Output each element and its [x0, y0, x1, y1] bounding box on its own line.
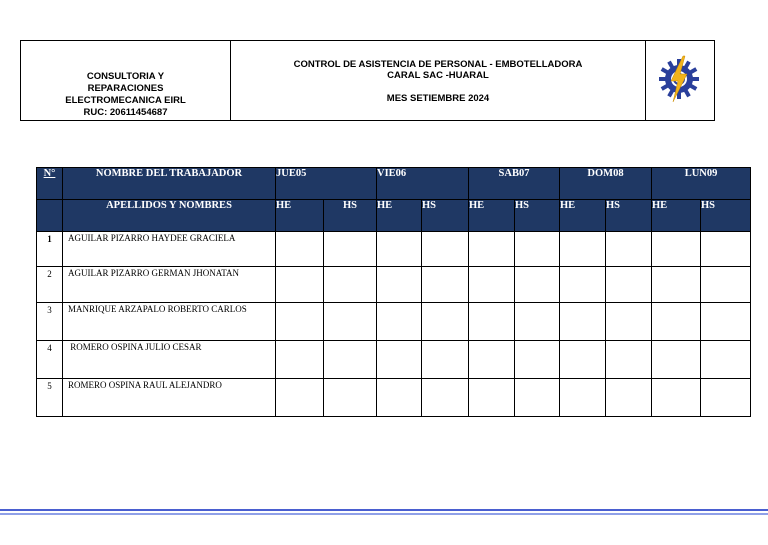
- company-line: ELECTROMECANICA EIRL: [65, 95, 186, 106]
- he-cell[interactable]: [652, 267, 701, 303]
- hs-cell[interactable]: [324, 267, 377, 303]
- hs-cell[interactable]: [606, 379, 652, 417]
- document-header: [20, 40, 715, 121]
- hs-cell[interactable]: [515, 232, 560, 267]
- hs-cell[interactable]: [422, 232, 469, 267]
- he-header: HE: [276, 200, 324, 232]
- he-cell[interactable]: [377, 303, 422, 341]
- hs-cell[interactable]: [324, 232, 377, 267]
- he-header: HE: [560, 200, 606, 232]
- hs-cell[interactable]: [701, 267, 751, 303]
- footer-rule-secondary: [0, 513, 768, 515]
- hs-cell[interactable]: [422, 379, 469, 417]
- day-header-sab07: SAB07: [469, 168, 560, 200]
- number-subheader: [37, 200, 63, 232]
- he-cell[interactable]: [469, 232, 515, 267]
- company-ruc: RUC: 20611454687: [83, 107, 168, 118]
- title-cell: [231, 41, 646, 120]
- worker-name: ROMERO OSPINA JULIO CESAR: [63, 341, 276, 379]
- table-row: [37, 303, 751, 341]
- he-cell[interactable]: [652, 379, 701, 417]
- hs-cell[interactable]: [606, 341, 652, 379]
- row-number: 3: [37, 303, 63, 341]
- row-number: 1: [37, 232, 63, 267]
- table-row: [37, 379, 751, 417]
- hs-cell[interactable]: [324, 341, 377, 379]
- he-cell[interactable]: [377, 267, 422, 303]
- company-name: [21, 71, 230, 119]
- worker-name: AGUILAR PIZARRO HAYDEE GRACIELA: [63, 232, 276, 267]
- he-cell[interactable]: [377, 341, 422, 379]
- company-cell: [21, 41, 231, 120]
- number-header: N°: [37, 168, 63, 200]
- worker-name: AGUILAR PIZARRO GERMAN JHONATAN: [63, 267, 276, 303]
- surnames-names-header: APELLIDOS Y NOMBRES: [63, 200, 276, 232]
- table-subheader-row: [37, 200, 751, 232]
- he-cell[interactable]: [652, 303, 701, 341]
- worker-name: ROMERO OSPINA RAUL ALEJANDRO: [63, 379, 276, 417]
- hs-cell[interactable]: [515, 267, 560, 303]
- he-cell[interactable]: [276, 267, 324, 303]
- he-cell[interactable]: [652, 232, 701, 267]
- hs-header: HS: [701, 200, 751, 232]
- hs-cell[interactable]: [606, 267, 652, 303]
- row-number: 5: [37, 379, 63, 417]
- he-cell[interactable]: [560, 379, 606, 417]
- title-line: CONTROL DE ASISTENCIA DE PERSONAL - EMBOTELLADORA: [293, 59, 583, 70]
- hs-cell[interactable]: [701, 303, 751, 341]
- hs-cell[interactable]: [701, 379, 751, 417]
- he-cell[interactable]: [377, 232, 422, 267]
- he-cell[interactable]: [469, 267, 515, 303]
- hs-cell[interactable]: [324, 379, 377, 417]
- he-cell[interactable]: [560, 303, 606, 341]
- worker-name-header: NOMBRE DEL TRABAJADOR: [63, 168, 276, 200]
- hs-cell[interactable]: [701, 232, 751, 267]
- lightning-gear-logo-icon: [656, 54, 702, 104]
- he-cell[interactable]: [276, 232, 324, 267]
- hs-header: HS: [606, 200, 652, 232]
- document-title: [231, 59, 645, 81]
- company-line: REPARACIONES: [87, 83, 164, 94]
- hs-cell[interactable]: [606, 232, 652, 267]
- he-cell[interactable]: [276, 341, 324, 379]
- day-header-dom08: DOM08: [560, 168, 652, 200]
- attendance-table: [36, 167, 751, 417]
- day-header-lun09: LUN09: [652, 168, 751, 200]
- title-line: CARAL SAC -HUARAL: [387, 70, 489, 81]
- row-number: 4: [37, 341, 63, 379]
- table-header-row: [37, 168, 751, 200]
- he-cell[interactable]: [469, 303, 515, 341]
- table-row: [37, 232, 751, 267]
- hs-cell[interactable]: [324, 303, 377, 341]
- hs-cell[interactable]: [606, 303, 652, 341]
- he-header: HE: [377, 200, 422, 232]
- hs-header: HS: [324, 200, 377, 232]
- table-row: [37, 267, 751, 303]
- row-number: 2: [37, 267, 63, 303]
- logo-cell: [646, 41, 714, 120]
- he-cell[interactable]: [469, 379, 515, 417]
- company-line: CONSULTORIA Y: [86, 71, 165, 82]
- day-header-jue05: JUE05: [276, 168, 377, 200]
- he-cell[interactable]: [469, 341, 515, 379]
- hs-cell[interactable]: [515, 303, 560, 341]
- hs-cell[interactable]: [515, 379, 560, 417]
- hs-header: HS: [515, 200, 560, 232]
- month-label: MES SETIEMBRE 2024: [386, 93, 490, 104]
- hs-cell[interactable]: [422, 303, 469, 341]
- day-header-vie06: VIE06: [377, 168, 469, 200]
- hs-header: HS: [422, 200, 469, 232]
- hs-cell[interactable]: [701, 341, 751, 379]
- he-header: HE: [469, 200, 515, 232]
- he-cell[interactable]: [377, 379, 422, 417]
- worker-name: MANRIQUE ARZAPALO ROBERTO CARLOS: [63, 303, 276, 341]
- footer-rule: [0, 509, 768, 511]
- he-cell[interactable]: [560, 267, 606, 303]
- he-header: HE: [652, 200, 701, 232]
- hs-cell[interactable]: [515, 341, 560, 379]
- he-cell[interactable]: [276, 379, 324, 417]
- he-cell[interactable]: [276, 303, 324, 341]
- he-cell[interactable]: [560, 341, 606, 379]
- hs-cell[interactable]: [422, 341, 469, 379]
- he-cell[interactable]: [652, 341, 701, 379]
- hs-cell[interactable]: [422, 267, 469, 303]
- table-row: [37, 341, 751, 379]
- he-cell[interactable]: [560, 232, 606, 267]
